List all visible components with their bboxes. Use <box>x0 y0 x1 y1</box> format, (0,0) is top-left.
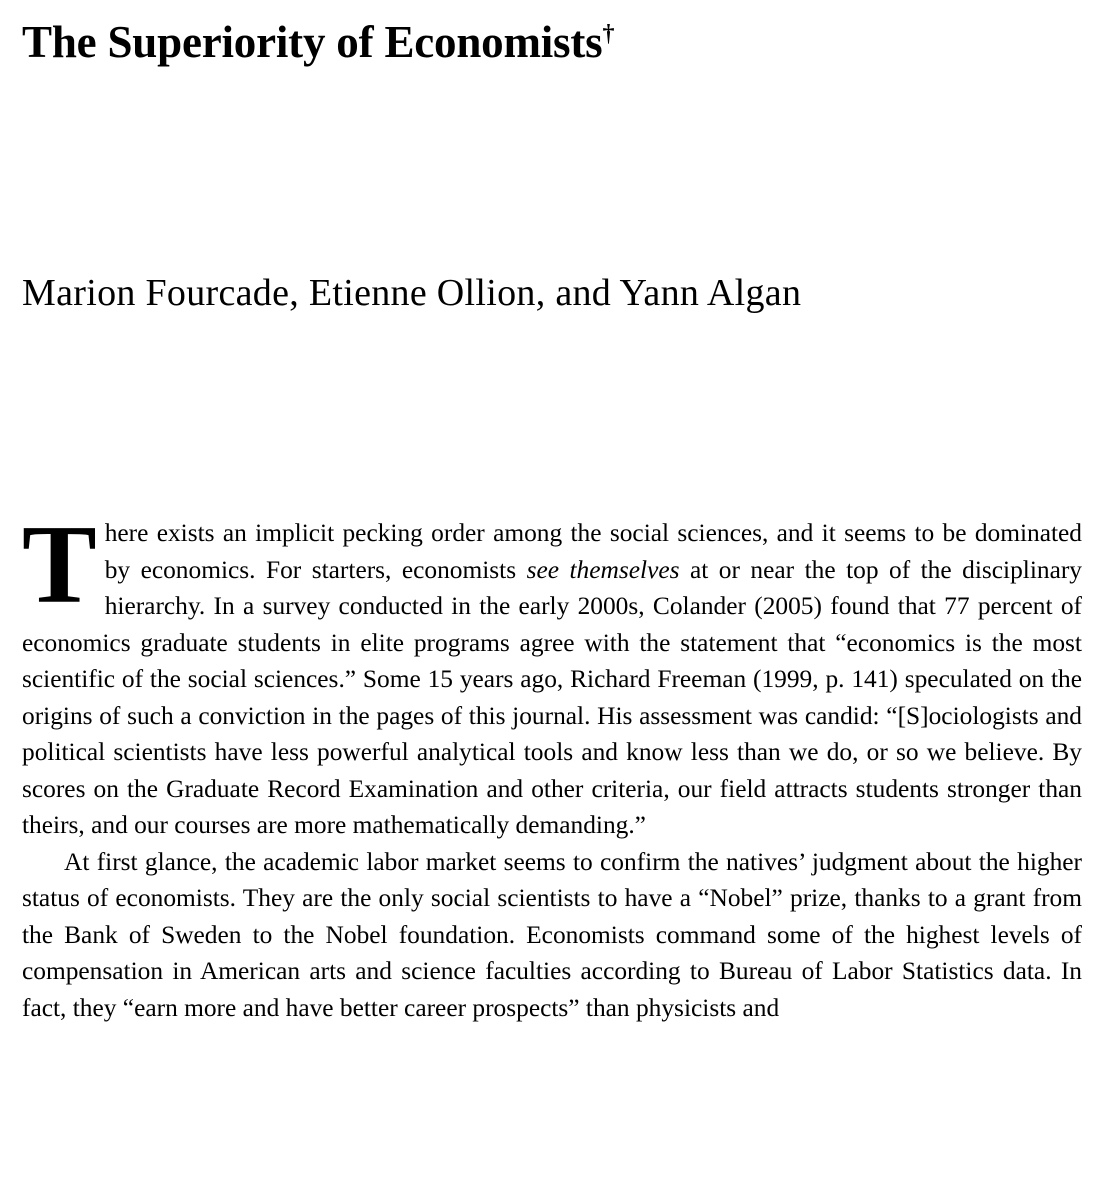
author-list: Marion Fourcade, Etienne Ollion, and Yann Algan <box>22 272 802 314</box>
paragraph-1-text <box>22 503 1082 844</box>
title-text: The Superiority of Economists <box>22 17 603 67</box>
paragraph-1-emphasis: see themselves <box>526 555 680 584</box>
title-footnote-marker: † <box>602 21 615 47</box>
article-body <box>22 503 1082 1026</box>
paragraph-2: At first glance, the academic labor market seems to confirm the natives’ judgment about the higher status of economists. They are the only social scientists to have a “Nobel” prize, thanks to a grant from the Bank of Sweden to the Nobel foundation. Economists command some of the highest levels of compensation in American arts and science faculties according to Bureau of Labor Statistics data. In fact, they “earn more and have better career prospects” than physicists and <box>22 847 1082 1022</box>
drop-cap: T <box>22 503 97 627</box>
page-title <box>22 18 1079 68</box>
paragraph-1-lead: here exists an implicit pecking order among the social sciences, and it seems to be dominated by economics. For starters, economists <box>104 519 1082 584</box>
paragraph-1-rest: at or near the top of the disciplinary hierarchy. In a survey conducted in the early 2000s, Colander (2005) found that 77 percent of economics graduate students in elite programs agree with the statement that “economics is the most scientific of the social sciences.” Some 15 years ago, Richard Freeman (1999, p. 141) speculated on the origins of such a conviction in the pages of this journal. His assessment was candid: “[S]ociologists and political scientists have less powerful analytical tools and know less than we do, or so we believe. By scores on the Graduate Record Examination and other criteria, our field attracts students stronger than theirs, and our courses are more mathematically demanding.” <box>22 555 1082 839</box>
paragraph-1 <box>22 503 1082 844</box>
